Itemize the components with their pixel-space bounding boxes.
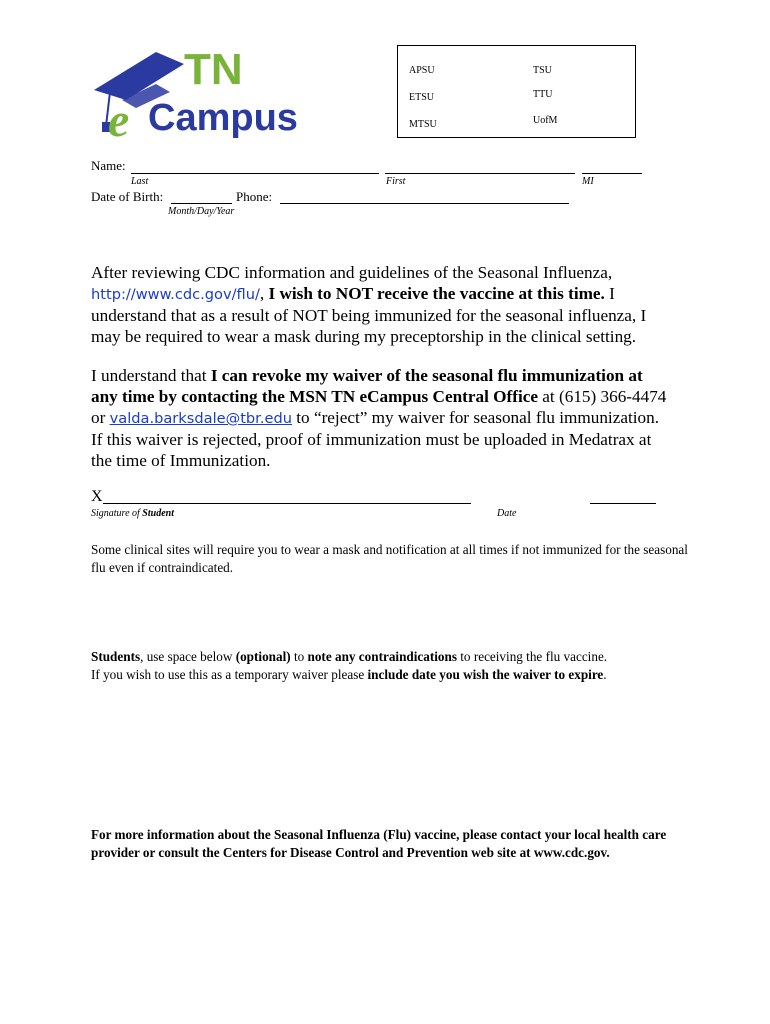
revoke-bold: I can revoke my waiver of the seasonal flu immunization at any time by contacting the MSN TN eCampus Central Office <box>91 366 643 406</box>
school-selection-box <box>397 45 636 138</box>
waiver-decision: I wish to NOT receive the vaccine at this time. <box>268 284 605 303</box>
school-apsu[interactable]: APSU <box>409 65 435 76</box>
logo-tn: TN <box>184 45 243 94</box>
dob-field[interactable] <box>171 203 232 204</box>
footer-info: For more information about the Seasonal Influenza (Flu) vaccine, please contact your local health care provider or consult the Centers for Disease Control and Prevention web site at www.cdc.gov. <box>91 827 667 860</box>
logo-campus: Campus <box>148 97 298 139</box>
date-field[interactable] <box>590 503 656 504</box>
phone-label: Phone: <box>236 189 273 204</box>
school-tsu[interactable]: TSU <box>533 65 552 76</box>
school-etsu[interactable]: ETSU <box>409 92 434 103</box>
last-name-field[interactable] <box>131 173 379 174</box>
school-mtsu[interactable]: MTSU <box>409 119 437 130</box>
dob-label: Date of Birth: <box>91 189 164 204</box>
signature-x: X <box>91 488 103 505</box>
students-note: Students, use space below (optional) to note any contraindications to receiving the flu vaccine. If you wish to use this as a temporary waiver please include date you wish the waiver to expire. <box>91 649 608 682</box>
name-label: Name: <box>91 158 126 173</box>
signature-field[interactable] <box>103 503 471 504</box>
tn-ecampus-logo <box>92 44 324 140</box>
middle-initial-field[interactable] <box>582 173 642 174</box>
mi-caption: MI <box>582 176 594 187</box>
date-caption: Date <box>497 508 517 519</box>
school-uofm[interactable]: UofM <box>533 115 558 126</box>
first-caption: First <box>386 176 406 187</box>
first-name-field[interactable] <box>385 173 575 174</box>
revoke-statement: I understand that I can revoke my waiver of the seasonal flu immunization at any time by contacting the MSN TN eCampus Central Office at (615) 366-4474 or valda.barksdale@tbr.edu to “reject” my waiver for seasonal flu immunization. If this waiver is rejected, proof of immunization must be uploaded in Medatrax at the time of Immunization. <box>91 366 667 470</box>
logo-e: e <box>108 94 130 140</box>
last-caption: Last <box>131 176 149 187</box>
dob-caption: Month/Day/Year <box>168 206 235 217</box>
signature-caption: Signature of Student <box>91 508 174 519</box>
waiver-statement: After reviewing CDC information and guidelines of the Seasonal Influenza, http://www.cdc.gov/flu/, I wish to NOT receive the vaccine at this time. I understand that as a result of NOT being immunized for the seasonal influenza, I may be required to wear a mask during my preceptorship in the clinical setting. <box>91 263 647 346</box>
school-ttu[interactable]: TTU <box>533 89 553 100</box>
email-link[interactable]: valda.barksdale@tbr.edu <box>109 410 292 427</box>
phone-field[interactable] <box>280 203 569 204</box>
mask-note: Some clinical sites will require you to wear a mask and notification at all times if not immunized for the seasonal flu even if contraindicated. <box>91 542 688 575</box>
cdc-flu-link[interactable]: http://www.cdc.gov/flu/ <box>91 286 260 303</box>
